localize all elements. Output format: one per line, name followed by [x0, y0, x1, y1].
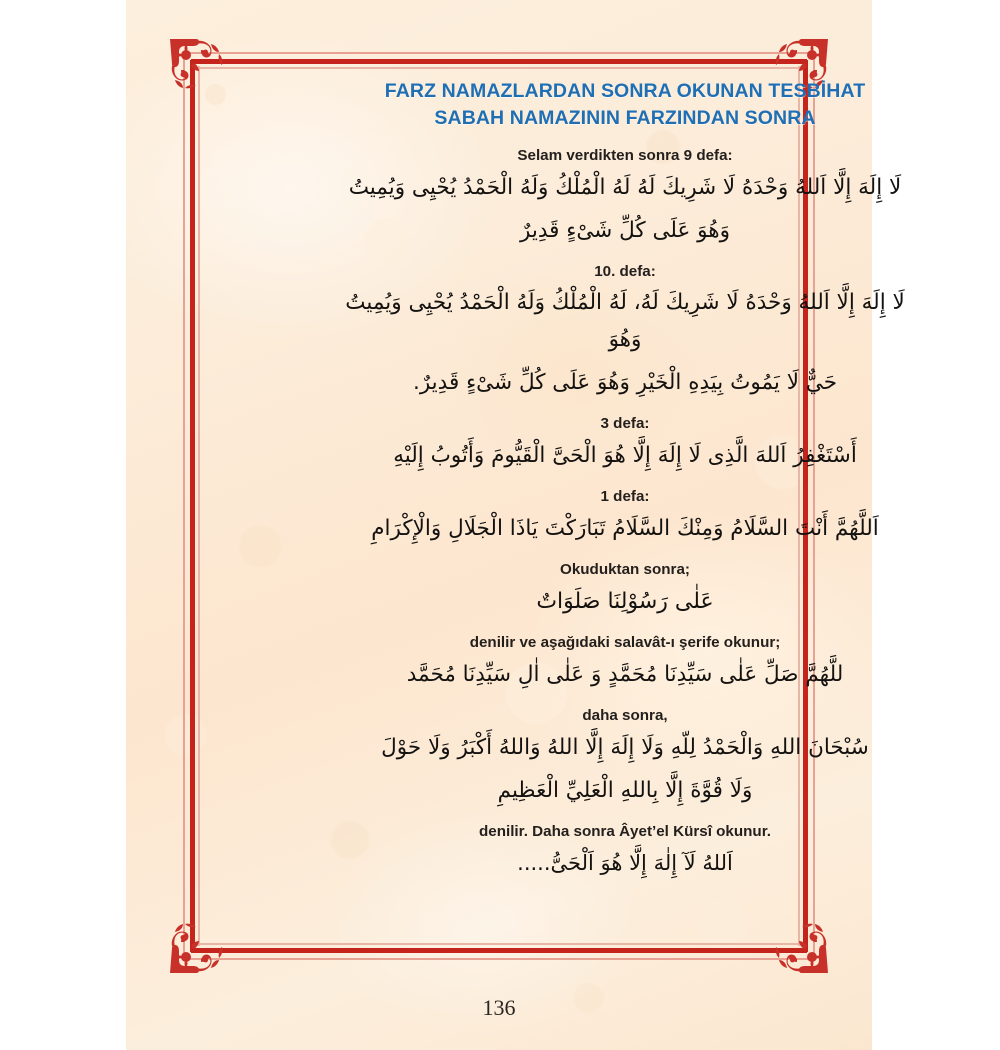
- arabic-line: اَللَّهُمَّ أَنْتَ السَّلَامُ وَمِنْكَ السَّلَامُ تَبَارَكْتَ يَاذَا الْجَلَالِ وَالْإِكْرَامِ: [371, 515, 879, 541]
- page-title: [326, 78, 924, 132]
- prayer-section: [326, 706, 924, 810]
- frame-rule-top-hair: [197, 67, 801, 69]
- arabic-line: لَا إِلَهَ إِلَّا اَللهُ وَحْدَهُ لَا شَرِيكَ لَهُ، لَهُ الْمُلْكُ وَلَهُ الْحَمْدُ يُحْيِى وَيُمِيتُ وَهُوَ: [345, 290, 905, 353]
- prayer-section: [326, 262, 924, 403]
- prayer-section: [326, 487, 924, 548]
- section-label: 3 defa:: [600, 415, 650, 433]
- arabic-line: اَللهُ لَآ إِلٰهَ إِلَّا هُوَ اَلْحَىُّ.....: [517, 851, 733, 876]
- arabic-line: عَلٰى رَسُوْلِنَا صَلَوَاتٌ: [536, 589, 714, 615]
- section-label: daha sonra,: [582, 706, 668, 724]
- section-label: denilir. Daha sonra Âyet’el Kürsî okunur.: [478, 822, 772, 840]
- frame-rule-left-hair: [198, 66, 200, 946]
- prayer-section: [326, 560, 924, 622]
- frame-rule-top-outer: [183, 52, 815, 54]
- frame-rule-bottom-hair: [197, 943, 801, 945]
- frame-rule-left-inner: [190, 60, 195, 952]
- prayer-section: [326, 633, 924, 694]
- book-page: [126, 0, 905, 1050]
- frame-rule-left-outer: [183, 52, 185, 960]
- arabic-line: وَلَا قُوَّةَ إِلَّا بِاللهِ الْعَلِيِّ الْعَظِيمِ: [497, 777, 753, 803]
- frame-rule-bottom-outer: [183, 958, 815, 960]
- arabic-line: وَهُوَ عَلَى كُلِّ شَىْءٍ قَدِيرٌ: [519, 217, 730, 243]
- section-label: 1 defa:: [600, 487, 650, 505]
- section-label: denilir ve aşağıdaki salavât-ı şerife okunur;: [469, 634, 781, 652]
- section-label: Selam verdikten sonra 9 defa:: [517, 146, 733, 164]
- prayer-section: [326, 146, 924, 250]
- frame-rule-bottom-inner: [191, 948, 807, 953]
- section-label: Okuduktan sonra;: [560, 560, 690, 578]
- section-label: 10. defa:: [594, 262, 656, 280]
- prayer-section: [326, 822, 924, 882]
- frame-rule-top-inner: [191, 59, 807, 64]
- arabic-line: سُبْحَانَ اللهِ وَالْحَمْدُ لِلّهِ وَلَا إِلَهَ إِلَّا اللهُ وَاللهُ أَكْبَرُ وَلَا حَوْلَ: [381, 734, 869, 760]
- page-title-line-2: SABAH NAMAZININ FARZINDAN SONRA: [434, 106, 816, 129]
- page-number: 136: [482, 995, 516, 1020]
- arabic-line: أَسْتَغْفِرُ اَللهَ الَّذِى لَا إِلَهَ إِلَّا هُوَ الْحَىَّ الْقَيُّومَ وَأَتُوبُ إِلَيْهِ: [393, 442, 857, 468]
- corner-ornament-icon: [767, 912, 831, 976]
- corner-ornament-icon: [167, 36, 231, 100]
- arabic-line: للَّهُمَّ صَلِّ عَلٰى سَيِّدِنَا مُحَمَّدٍ وَ عَلٰى اٰلِ سَيِّدِنَا مُحَمَّد: [406, 661, 844, 687]
- page-title-line-1: FARZ NAMAZLARDAN SONRA OKUNAN TESBİHAT: [384, 80, 866, 102]
- page-content: [326, 72, 924, 887]
- arabic-line: لَا إِلَهَ إِلَّا اَللهُ وَحْدَهُ لَا شَرِيكَ لَهُ لَهُ الْمُلْكُ وَلَهُ الْحَمْدُ يُحْيِى وَيُمِيتُ: [348, 174, 902, 200]
- corner-ornament-icon: [167, 912, 231, 976]
- prayer-section: [326, 414, 924, 475]
- arabic-line: حَيٌّ لَا يَمُوتُ بِيَدِهِ الْخَيْرِ وَهُوَ عَلَى كُلِّ شَىْءٍ قَدِيرٌ.: [412, 370, 838, 396]
